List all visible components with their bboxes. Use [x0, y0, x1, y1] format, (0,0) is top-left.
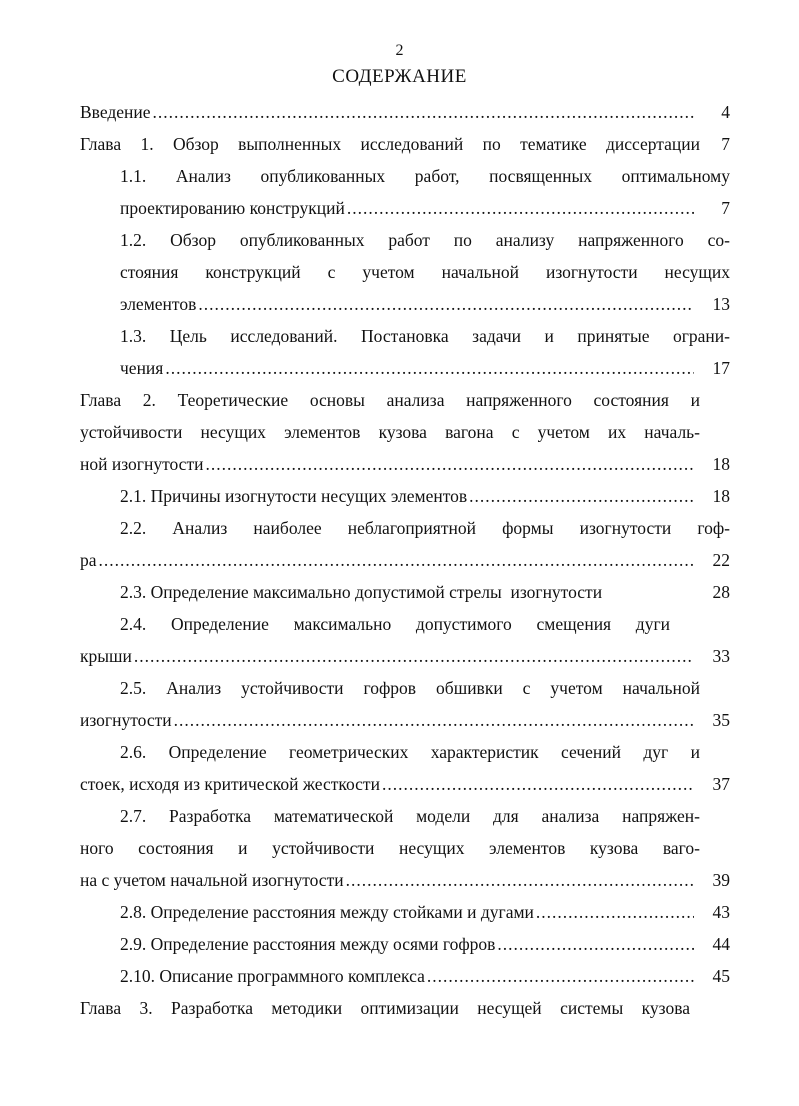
dot-leader — [347, 192, 694, 224]
toc-entry-2-8[interactable] — [80, 896, 730, 928]
toc-entry-line: чения — [120, 358, 164, 378]
toc-entry-title: 2.9. Определение расстояния между осями гофров — [120, 934, 496, 954]
toc-page-number: 45 — [712, 966, 730, 986]
toc-page-number: 7 — [721, 198, 730, 218]
dot-leader — [536, 896, 694, 928]
toc-entry-line: 1.3. Цель исследований. Постановка задачи и принятые ограни- — [120, 326, 730, 346]
toc-page-number: 4 — [721, 102, 730, 122]
dot-leader — [99, 544, 694, 576]
toc-entry-line: 2.7. Разработка математической модели для анализа напряжен- — [120, 806, 700, 826]
dot-leader — [382, 768, 694, 800]
toc-page-number: 44 — [712, 934, 730, 954]
toc-entry-line: элементов — [120, 294, 197, 314]
toc-entry-line: 2.4. Определение максимально допустимого смещения дуги — [120, 614, 670, 634]
dot-leader — [174, 704, 694, 736]
toc-page-number: 39 — [712, 870, 730, 890]
toc-page-number: 33 — [712, 646, 730, 666]
toc-entry-2-2[interactable] — [80, 512, 730, 576]
table-of-contents — [80, 96, 730, 1024]
toc-entry-title: 2.1. Причины изогнутости несущих элементов — [120, 486, 468, 506]
toc-page-number: 35 — [712, 710, 730, 730]
toc-entry-line: 2.5. Анализ устойчивости гофров обшивки с учетом начальной — [120, 678, 700, 698]
page-number: 2 — [395, 42, 404, 59]
toc-page-number: 18 — [712, 454, 730, 474]
toc-entry-1-3[interactable] — [80, 320, 730, 384]
toc-entry-line: крыши — [80, 646, 132, 666]
toc-entry-line: 1.1. Анализ опубликованных работ, посвященных оптимальному — [120, 166, 730, 186]
dot-leader — [198, 288, 694, 320]
toc-page-number: 37 — [712, 774, 730, 794]
toc-entry-title: Введение — [80, 102, 151, 122]
dot-leader — [427, 960, 694, 992]
toc-entry-line: устойчивости несущих элементов кузова вагона с учетом их началь- — [80, 422, 700, 442]
toc-page-number: 18 — [712, 486, 730, 506]
toc-entry-line: Глава 3. Разработка методики оптимизации несущей системы кузова — [80, 998, 690, 1018]
toc-entry-line: на с учетом начальной изогнутости — [80, 870, 344, 890]
dot-leader — [346, 864, 694, 896]
toc-entry-line: изогнутости — [80, 710, 172, 730]
toc-page-number: 22 — [712, 550, 730, 570]
toc-entry-line: 1.2. Обзор опубликованных работ по анализу напряженного со- — [120, 230, 730, 250]
dot-leader — [134, 640, 694, 672]
toc-page-number: 17 — [712, 358, 730, 378]
toc-entry-line: Глава 2. Теоретические основы анализа напряженного состояния и — [80, 390, 700, 410]
toc-page-number: 28 — [712, 582, 730, 602]
toc-entry-chapter-1[interactable] — [80, 128, 730, 160]
toc-page-number: 43 — [712, 902, 730, 922]
dot-leader — [165, 352, 694, 384]
dot-leader — [153, 96, 694, 128]
toc-page-number: 7 — [721, 134, 730, 154]
toc-entry-title: 2.10. Описание программного комплекса — [120, 966, 425, 986]
toc-entry-line: 2.2. Анализ наиболее неблагоприятной формы изогнутости гоф- — [120, 518, 730, 538]
toc-entry-2-1[interactable] — [80, 480, 730, 512]
toc-entry-title: Глава 1. Обзор выполненных исследований по тематике диссертации — [80, 134, 700, 154]
toc-entry-line: стояния конструкций с учетом начальной изогнутости несущих — [120, 262, 730, 282]
toc-entry-2-6[interactable] — [80, 736, 730, 800]
toc-entry-line: 2.6. Определение геометрических характеристик сечений дуг и — [120, 742, 700, 762]
toc-entry-line: проектированию конструкций — [120, 198, 345, 218]
dot-leader — [205, 448, 694, 480]
toc-entry-line: ного состояния и устойчивости несущих элементов кузова ваго- — [80, 838, 700, 858]
dot-leader — [497, 928, 694, 960]
toc-entry-title: 2.8. Определение расстояния между стойками и дугами — [120, 902, 534, 922]
dot-leader — [469, 480, 694, 512]
toc-entry-2-10[interactable] — [80, 960, 730, 992]
toc-entry-2-5[interactable] — [80, 672, 730, 736]
toc-entry-intro[interactable] — [80, 96, 730, 128]
toc-entry-2-9[interactable] — [80, 928, 730, 960]
toc-entry-2-3[interactable] — [80, 576, 730, 608]
toc-entry-2-7[interactable] — [80, 800, 730, 896]
toc-entry-2-4[interactable] — [80, 608, 730, 672]
toc-entry-line: ра — [80, 550, 97, 570]
toc-entry-title: 2.3. Определение максимально допустимой стрелы изогнутости — [120, 582, 603, 602]
toc-entry-1-2[interactable] — [80, 224, 730, 320]
toc-entry-chapter-3[interactable] — [80, 992, 730, 1024]
toc-entry-1-1[interactable] — [80, 160, 730, 224]
toc-entry-line: ной изогнутости — [80, 454, 204, 474]
page-title: СОДЕРЖАНИЕ — [332, 66, 467, 87]
toc-entry-chapter-2[interactable] — [80, 384, 730, 480]
toc-entry-line: стоек, исходя из критической жесткости — [80, 774, 380, 794]
toc-page-number: 13 — [712, 294, 730, 314]
